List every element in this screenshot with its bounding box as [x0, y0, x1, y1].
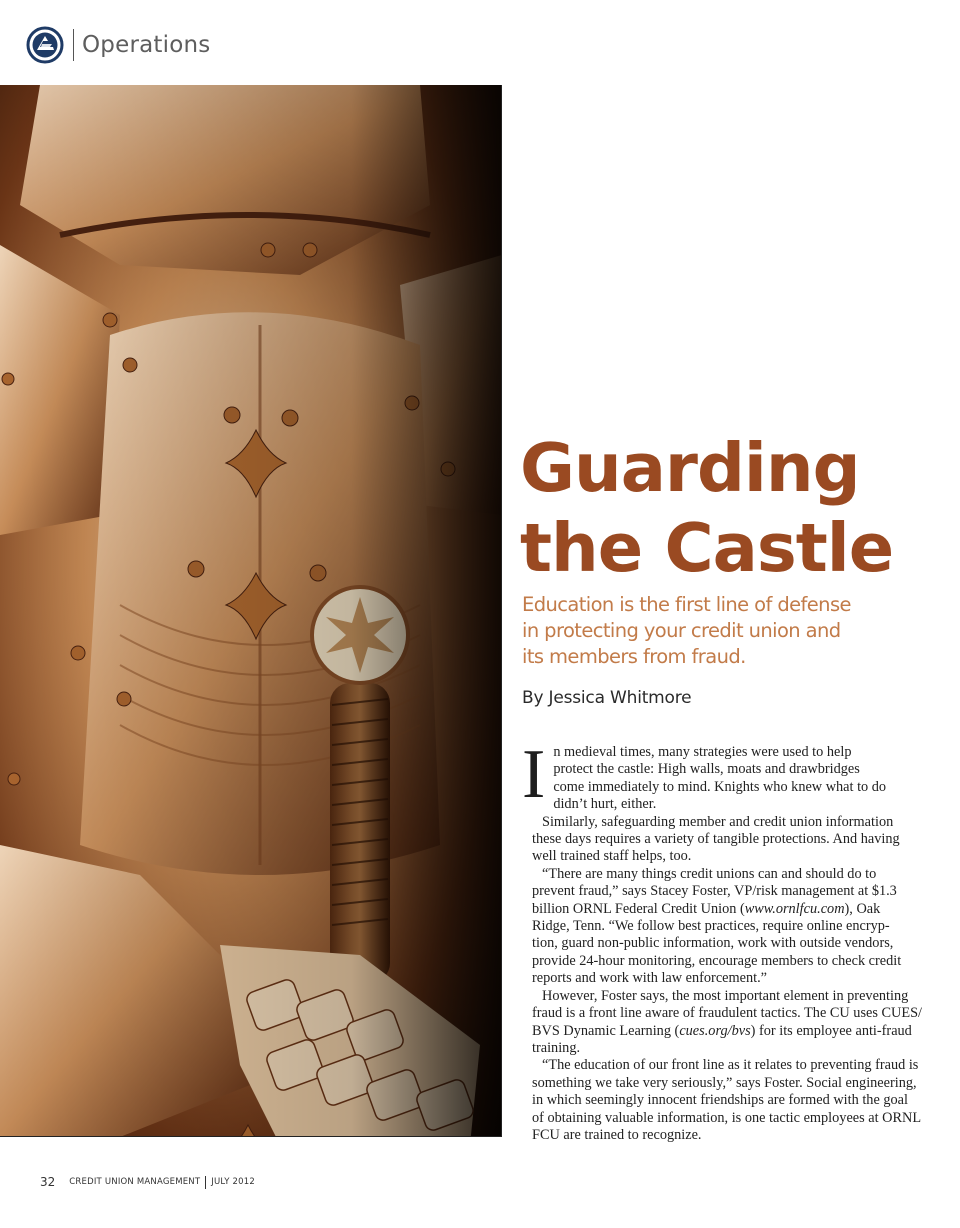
text-line: n medieval times, many strategies were used to help [553, 744, 852, 760]
section-label: Operations [82, 32, 211, 58]
article-title [520, 428, 950, 588]
text-line: provide 24-hour monitoring, encourage members to check credit [532, 952, 902, 969]
header-divider [73, 29, 74, 61]
paragraph-5 [522, 1057, 922, 1144]
ornl-website-link: www.ornlfcu.com [744, 900, 845, 917]
text-line: come immediately to mind. Knights who knew what to do [553, 778, 887, 795]
drop-cap: I [522, 736, 546, 813]
text-line: in which seemingly innocent friendships are formed with the goal [532, 1092, 908, 1109]
text-line: training. [532, 1039, 581, 1056]
page-footer [40, 1174, 255, 1190]
footer-divider [205, 1176, 206, 1189]
text-line: “The education of our front line as it relates to preventing fraud is [542, 1057, 919, 1074]
text-line: well trained staff helps, too. [532, 848, 692, 865]
publication-name: CREDIT UNION MANAGEMENT [69, 1177, 201, 1187]
text-line: However, Foster says, the most important element in preventing [542, 987, 909, 1004]
text-line: “There are many things credit unions can and should do to [542, 865, 877, 882]
paragraph-2 [522, 814, 922, 866]
text-line [522, 1023, 922, 1040]
cues-bvs-link: cues.org/bvs [679, 1022, 751, 1039]
title-line-2: the Castle [520, 509, 894, 587]
text-line: reports and work with law enforcement.” [532, 970, 768, 987]
text-line: prevent fraud,” says Stacey Foster, VP/risk management at $1.3 [532, 883, 897, 900]
page-header [26, 26, 210, 64]
title-line-1: Guarding [520, 429, 860, 507]
text-segment: billion ORNL Federal Credit Union ( [532, 900, 745, 917]
page-number: 32 [40, 1175, 56, 1189]
paragraph-3 [522, 866, 922, 988]
article-byline: By Jessica Whitmore [522, 688, 692, 708]
deck-line-3: its members from fraud. [522, 645, 746, 668]
text-line: Similarly, safeguarding member and credit union information [542, 813, 894, 830]
suit-of-armor-photo [0, 85, 502, 1137]
text-line: something we take very seriously,” says Foster. Social engineering, [532, 1074, 917, 1091]
paragraph-1 [522, 736, 922, 814]
text-line: didn’t hurt, either. [553, 796, 657, 813]
article-deck [522, 592, 942, 670]
text-line: tion, guard non-public information, work with outside vendors, [532, 935, 894, 952]
text-line: fraud is a front line aware of fraudulent tactics. The CU uses CUES/ [532, 1005, 923, 1022]
text-segment: ) for its employee anti-fraud [750, 1022, 912, 1039]
paragraph-4 [522, 988, 922, 1058]
article-body [522, 736, 923, 1144]
deck-line-1: Education is the first line of defense [522, 593, 851, 616]
text-line: these days requires a variety of tangible protections. And having [532, 831, 900, 848]
text-line: of obtaining valuable information, is one tactic employees at ORNL [532, 1109, 922, 1126]
text-line [522, 901, 922, 918]
text-line: protect the castle: High walls, moats and drawbridges [553, 761, 860, 778]
text-segment: BVS Dynamic Learning ( [532, 1022, 680, 1039]
issue-date: JULY 2012 [211, 1177, 255, 1187]
text-line: FCU are trained to recognize. [532, 1126, 702, 1143]
text-segment: ), Oak [844, 900, 881, 917]
deck-line-2: in protecting your credit union and [522, 619, 841, 642]
cues-logo-icon [26, 26, 64, 64]
text-line: Ridge, Tenn. “We follow best practices, require online encryp- [532, 918, 890, 935]
